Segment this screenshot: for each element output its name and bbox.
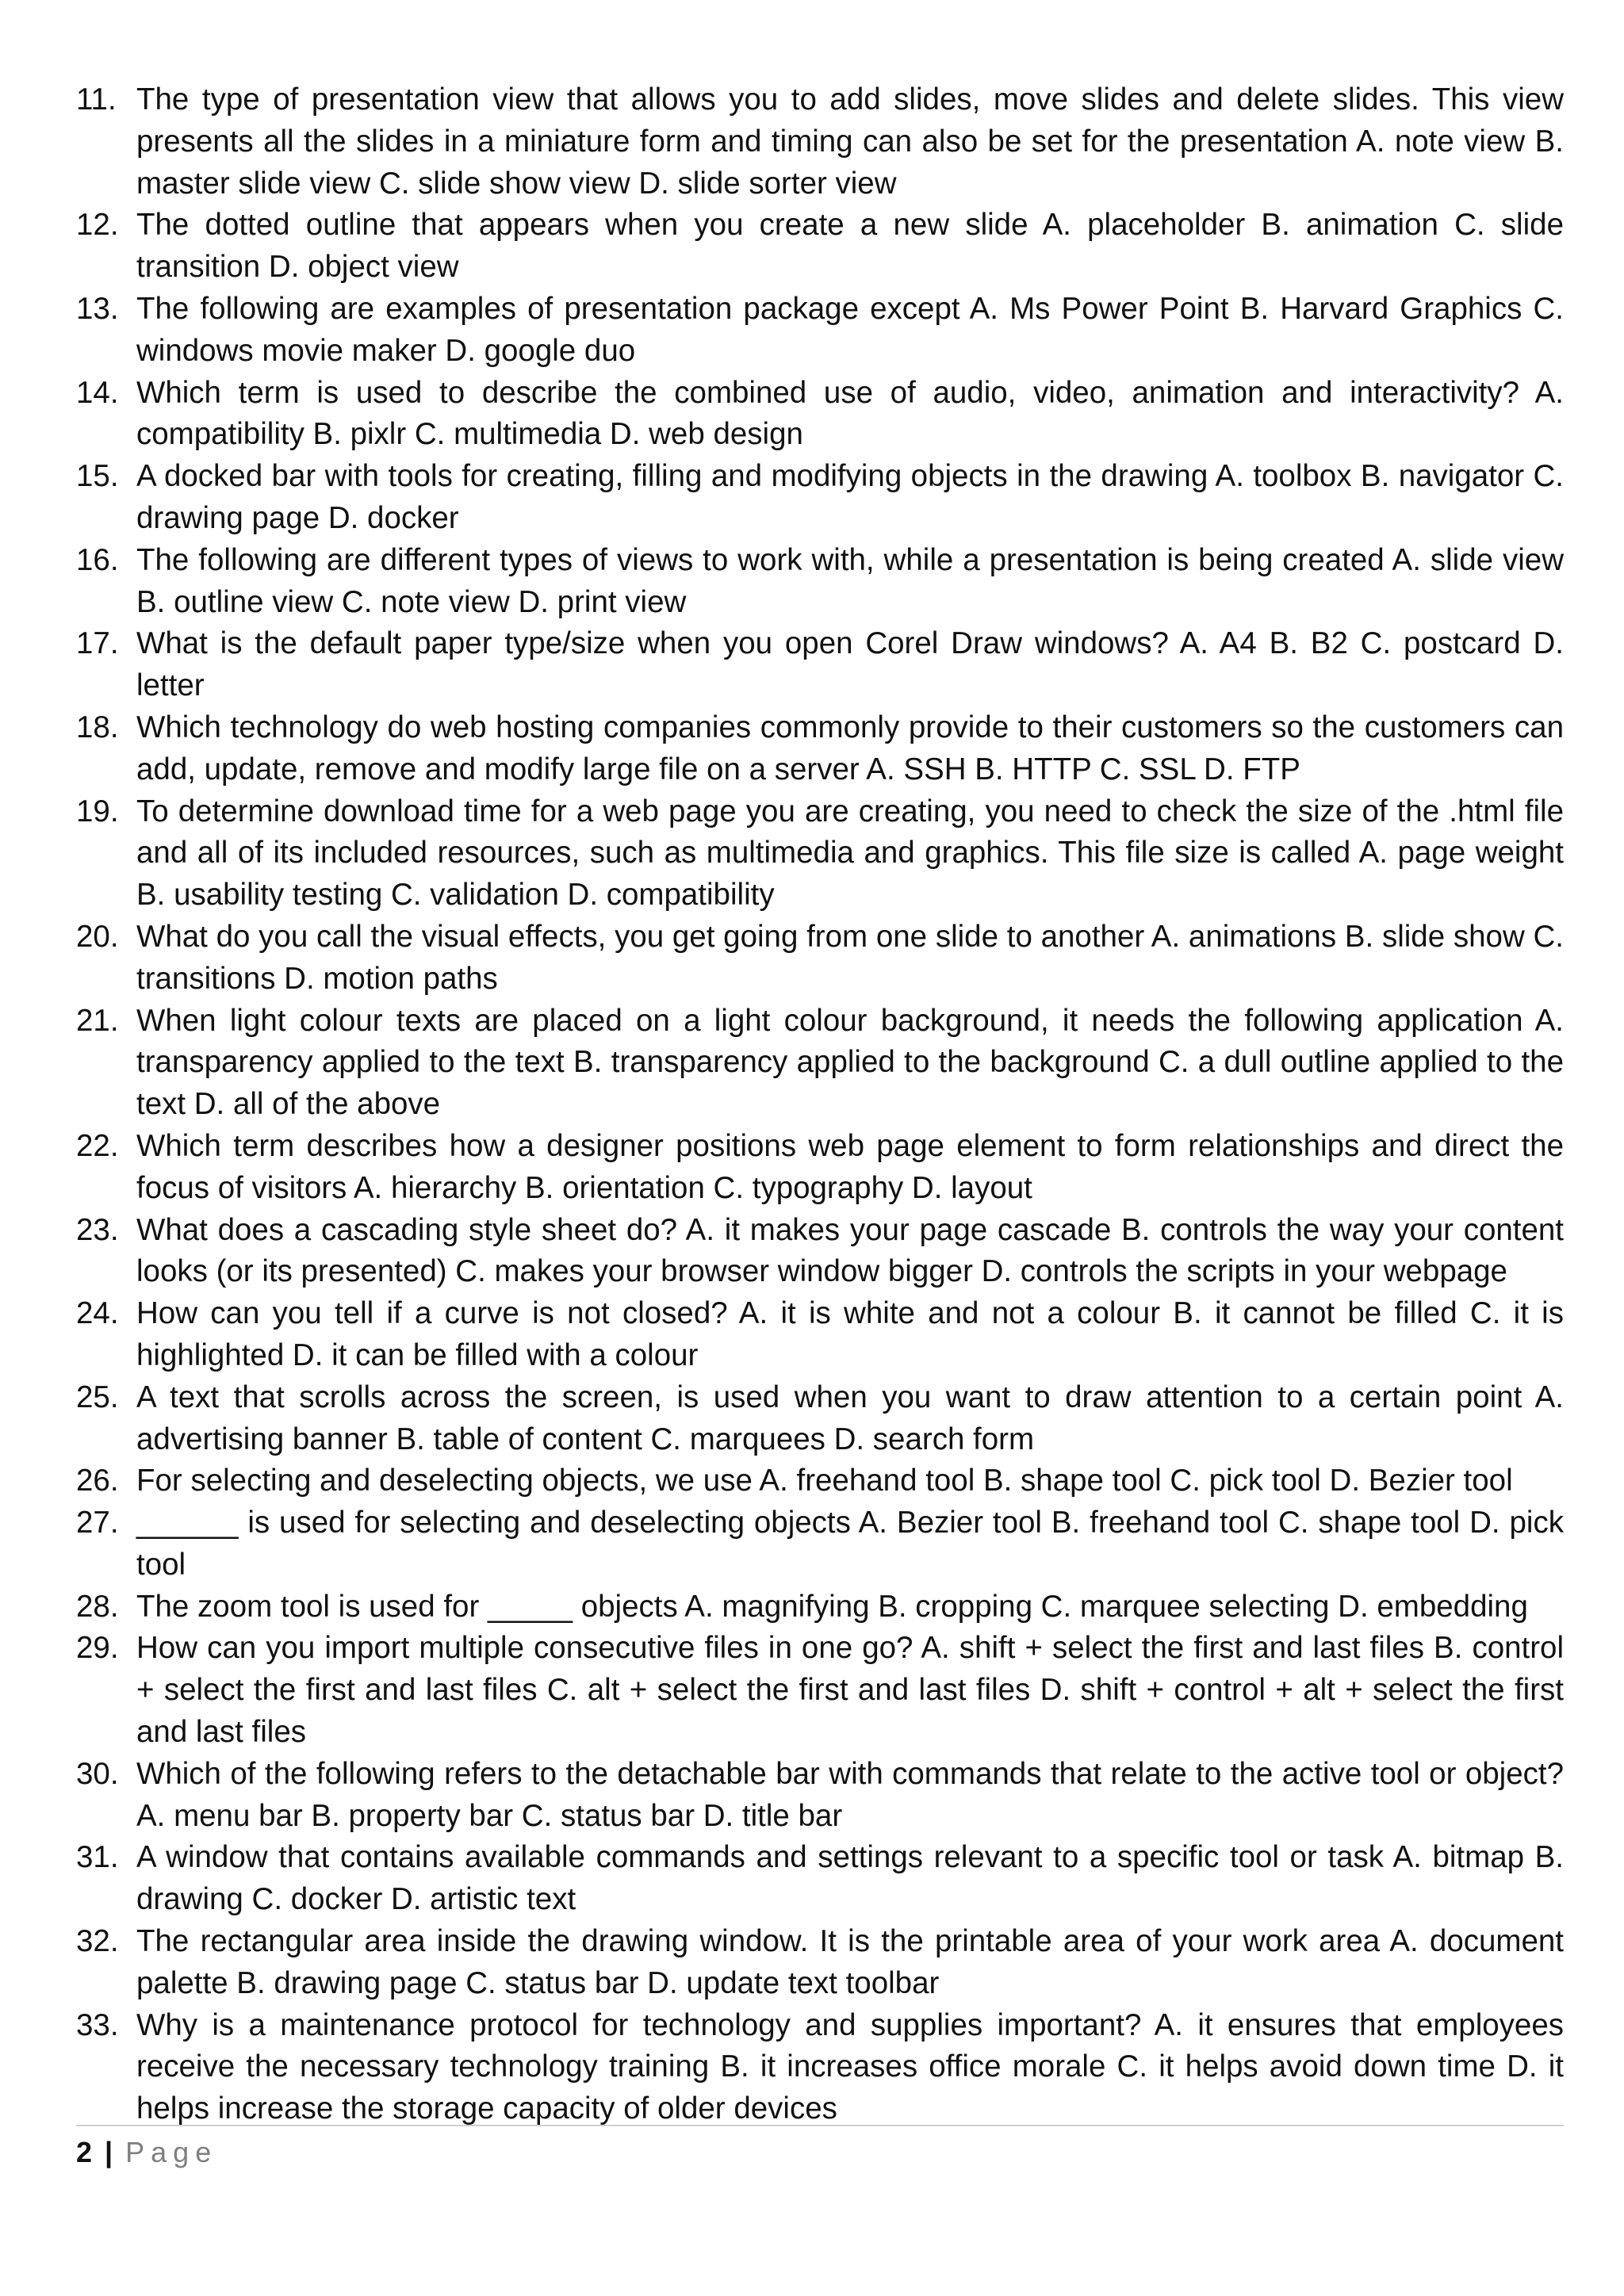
question-number: 13.: [76, 291, 119, 326]
question-text: The following are different types of views to work with, while a presentation is being created A. slide view B. outline view C. note view D. print view: [136, 542, 1564, 619]
question-item-23: [76, 1210, 1564, 1294]
question-item-14: [76, 373, 1564, 457]
question-item-30: [76, 1754, 1564, 1838]
question-text: What is the default paper type/size when you open Corel Draw windows? A. A4 B. B2 C. postcard D. letter: [136, 626, 1564, 703]
question-number: 33.: [76, 2007, 119, 2042]
question-item-19: [76, 791, 1564, 916]
question-text: ______ is used for selecting and deselecting objects A. Bezier tool B. freehand tool C. shape tool D. pick tool: [136, 1506, 1564, 1582]
question-number: 24.: [76, 1296, 119, 1331]
question-text: Why is a maintenance protocol for technology and supplies important? A. it ensures that employees receive the necessary technology training B. it increases office morale C. it helps avoid down time D. it helps increase the storage capacity of older devices: [136, 2007, 1564, 2126]
question-number: 27.: [76, 1506, 119, 1540]
question-list: [76, 79, 1564, 2130]
question-item-25: [76, 1377, 1564, 1461]
footer-divider: [76, 2125, 1564, 2126]
page-footer: [76, 2133, 217, 2172]
page-number: 2: [76, 2136, 93, 2168]
question-number: 23.: [76, 1212, 119, 1247]
question-number: 28.: [76, 1589, 119, 1624]
question-item-16: [76, 540, 1564, 624]
question-text: How can you import multiple consecutive files in one go? A. shift + select the first and last files B. control + select the first and last files C. alt + select the first and last files D. shift + control + alt + select the first and last files: [136, 1631, 1564, 1750]
question-text: The dotted outline that appears when you create a new slide A. placeholder B. animation C. slide transition D. object view: [136, 208, 1564, 285]
question-text: What does a cascading style sheet do? A. it makes your page cascade B. controls the way your content looks (or its presented) C. makes your browser window bigger D. controls the scripts in your webpage: [136, 1212, 1564, 1289]
question-text: For selecting and deselecting objects, we use A. freehand tool B. shape tool C. pick tool D. Bezier tool: [136, 1464, 1513, 1498]
question-number: 18.: [76, 710, 119, 744]
question-number: 22.: [76, 1128, 119, 1163]
question-number: 19.: [76, 794, 119, 828]
question-text: A docked bar with tools for creating, filling and modifying objects in the drawing A. toolbox B. navigator C. drawing page D. docker: [136, 459, 1564, 535]
question-item-12: [76, 205, 1564, 289]
question-text: When light colour texts are placed on a light colour background, it needs the following application A. transparency applied to the text B. transparency applied to the background C. a dull outline applied to the text D. all of the above: [136, 1003, 1564, 1122]
question-item-20: [76, 916, 1564, 1001]
question-number: 21.: [76, 1003, 119, 1038]
page-label: Page: [125, 2136, 218, 2168]
question-item-33: [76, 2005, 1564, 2130]
question-number: 26.: [76, 1464, 119, 1498]
question-text: A window that contains available commands and settings relevant to a specific tool or task A. bitmap B. drawing C. docker D. artistic text: [136, 1840, 1564, 1917]
question-number: 16.: [76, 542, 119, 577]
question-number: 20.: [76, 919, 119, 954]
question-number: 15.: [76, 459, 119, 494]
question-item-24: [76, 1293, 1564, 1377]
question-item-26: [76, 1460, 1564, 1502]
question-item-17: [76, 623, 1564, 707]
question-number: 29.: [76, 1631, 119, 1666]
question-item-13: [76, 289, 1564, 373]
question-text: How can you tell if a curve is not closed? A. it is white and not a colour B. it cannot be filled C. it is highlighted D. it can be filled with a colour: [136, 1296, 1564, 1372]
question-item-29: [76, 1628, 1564, 1753]
question-number: 25.: [76, 1380, 119, 1414]
question-number: 14.: [76, 375, 119, 410]
question-text: Which term is used to describe the combined use of audio, video, animation and interactivity? A. compatibility B. pixlr C. multimedia D. web design: [136, 375, 1564, 452]
question-number: 12.: [76, 208, 119, 243]
question-item-21: [76, 1001, 1564, 1126]
question-text: The rectangular area inside the drawing window. It is the printable area of your work area A. document palette B. drawing page C. status bar D. update text toolbar: [136, 1924, 1564, 2000]
question-text: Which term describes how a designer positions web page element to form relationships and direct the focus of visitors A. hierarchy B. orientation C. typography D. layout: [136, 1128, 1564, 1205]
question-item-11: [76, 79, 1564, 205]
question-item-15: [76, 456, 1564, 540]
question-item-32: [76, 1921, 1564, 2005]
question-number: 11.: [76, 82, 117, 117]
footer-separator: |: [105, 2136, 113, 2168]
question-number: 31.: [76, 1840, 119, 1875]
question-text: Which technology do web hosting companies commonly provide to their customers so the customers can add, update, remove and modify large file on a server A. SSH B. HTTP C. SSL D. FTP: [136, 710, 1564, 786]
question-item-18: [76, 707, 1564, 791]
question-text: What do you call the visual effects, you get going from one slide to another A. animations B. slide show C. transitions D. motion paths: [136, 919, 1564, 996]
question-item-28: [76, 1586, 1564, 1628]
question-item-27: [76, 1502, 1564, 1586]
question-number: 30.: [76, 1756, 119, 1791]
question-text: A text that scrolls across the screen, is used when you want to draw attention to a certain point A. advertising banner B. table of content C. marquees D. search form: [136, 1380, 1564, 1456]
question-item-22: [76, 1126, 1564, 1210]
question-item-31: [76, 1837, 1564, 1921]
question-text: To determine download time for a web page you are creating, you need to check the size of the .html file and all of its included resources, such as multimedia and graphics. This file size is called A. page weight B. usability testing C. validation D. compatibility: [136, 794, 1564, 913]
question-text: Which of the following refers to the detachable bar with commands that relate to the active tool or object? A. menu bar B. property bar C. status bar D. title bar: [136, 1756, 1564, 1833]
question-number: 32.: [76, 1924, 119, 1959]
question-text: The zoom tool is used for _____ objects A. magnifying B. cropping C. marquee selecting D. embedding: [136, 1589, 1528, 1624]
question-text: The following are examples of presentation package except A. Ms Power Point B. Harvard Graphics C. windows movie maker D. google duo: [136, 291, 1564, 368]
question-text: The type of presentation view that allows you to add slides, move slides and delete slides. This view presents all the slides in a miniature form and timing can also be set for the presentation A. note view B. master slide view C. slide show view D. slide sorter view: [136, 82, 1564, 201]
question-number: 17.: [76, 626, 119, 661]
